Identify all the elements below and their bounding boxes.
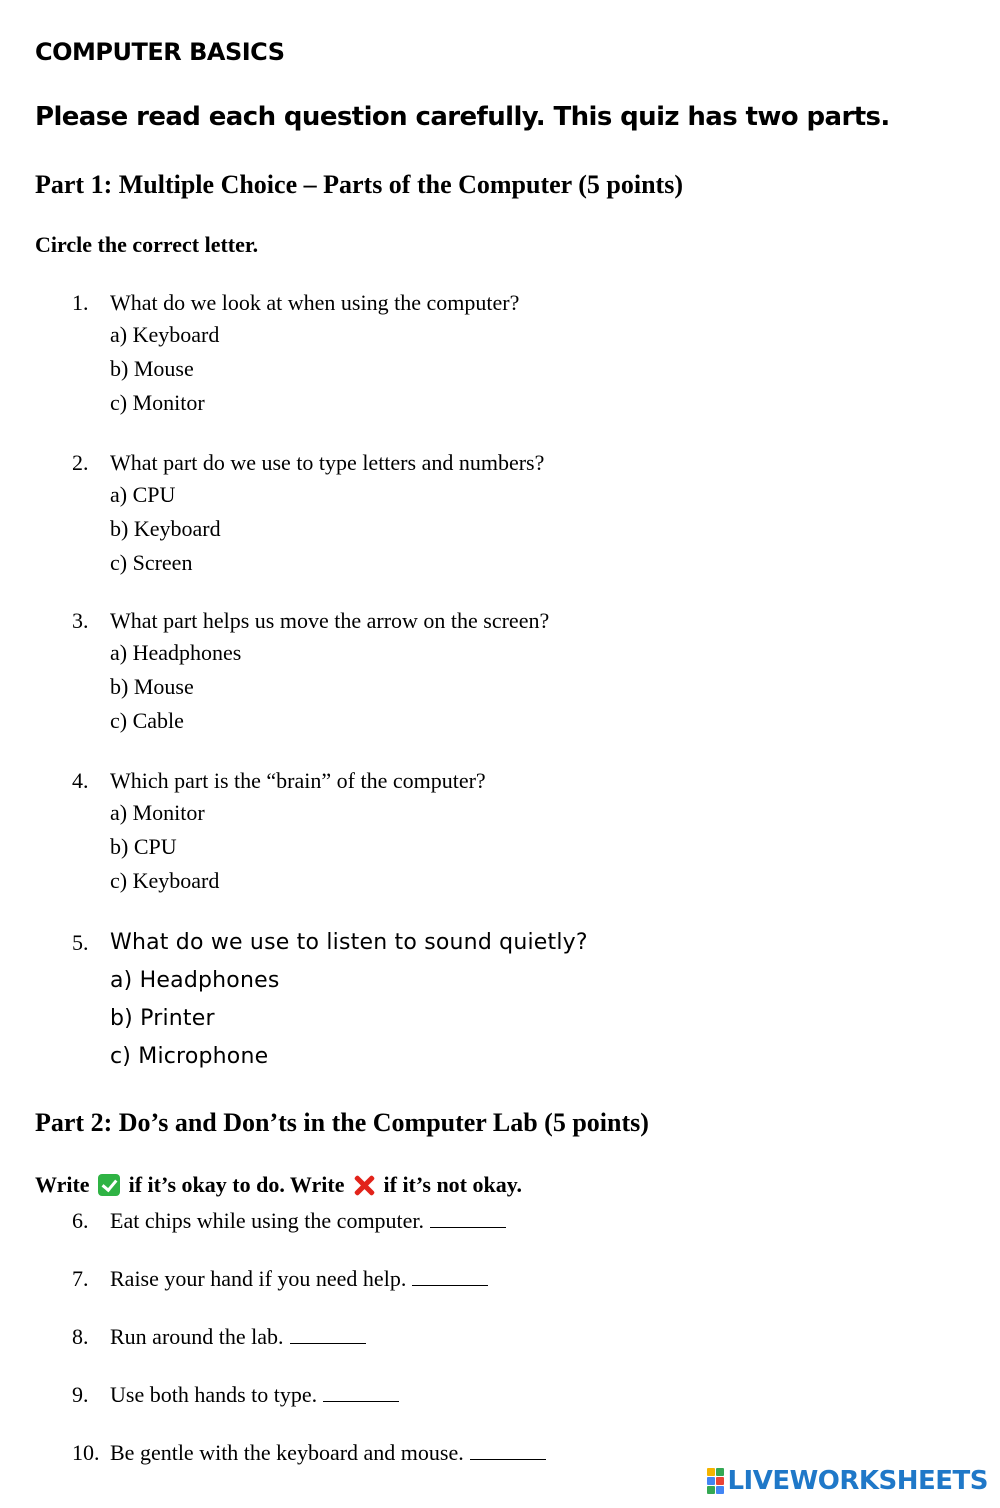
item-number: 7. bbox=[72, 1266, 89, 1291]
item-number: 9. bbox=[72, 1382, 89, 1407]
option-c[interactable]: c) Monitor bbox=[110, 390, 205, 415]
option-a[interactable]: a) Headphones bbox=[110, 640, 242, 665]
item-text-wrap bbox=[110, 1266, 488, 1292]
worksheet-title: COMPUTER BASICS bbox=[35, 38, 285, 66]
option-c[interactable]: c) Microphone bbox=[110, 1044, 269, 1069]
part1-heading: Part 1: Multiple Choice – Parts of the Computer (5 points) bbox=[35, 170, 683, 199]
option-b[interactable]: b) Printer bbox=[110, 1006, 215, 1031]
item-number: 6. bbox=[72, 1208, 89, 1233]
question-number: 4. bbox=[72, 768, 89, 793]
item-text: Run around the lab. bbox=[110, 1324, 284, 1349]
item-text-wrap bbox=[110, 1324, 366, 1350]
instruction-text: Write bbox=[35, 1172, 90, 1197]
question-text: What do we look at when using the computer? bbox=[110, 290, 520, 315]
item-text-wrap bbox=[110, 1208, 506, 1234]
option-c[interactable]: c) Screen bbox=[110, 550, 193, 575]
cross-mark-icon bbox=[353, 1174, 375, 1196]
option-a[interactable]: a) Keyboard bbox=[110, 322, 220, 347]
option-b[interactable]: b) Mouse bbox=[110, 356, 194, 381]
part2-heading: Part 2: Do’s and Don’ts in the Computer Lab (5 points) bbox=[35, 1108, 649, 1137]
option-b[interactable]: b) Mouse bbox=[110, 674, 194, 699]
question-text: Which part is the “brain” of the computer? bbox=[110, 768, 486, 793]
instruction-text: if it’s not okay. bbox=[383, 1172, 523, 1197]
question-number: 2. bbox=[72, 450, 89, 475]
option-a[interactable]: a) Monitor bbox=[110, 800, 205, 825]
option-b[interactable]: b) Keyboard bbox=[110, 516, 221, 541]
quiz-instruction: Please read each question carefully. This quiz has two parts. bbox=[35, 102, 890, 132]
item-text-wrap bbox=[110, 1440, 546, 1466]
item-number: 10. bbox=[72, 1440, 100, 1465]
question-number: 1. bbox=[72, 290, 89, 315]
logo-text: LIVEWORKSHEETS bbox=[727, 1466, 988, 1496]
item-text: Raise your hand if you need help. bbox=[110, 1266, 407, 1291]
part2-instruction bbox=[35, 1172, 522, 1198]
answer-blank[interactable] bbox=[290, 1325, 366, 1344]
instruction-text: if it’s okay to do. Write bbox=[128, 1172, 345, 1197]
item-text: Eat chips while using the computer. bbox=[110, 1208, 425, 1233]
item-number: 8. bbox=[72, 1324, 89, 1349]
answer-blank[interactable] bbox=[323, 1383, 399, 1402]
question-text: What part do we use to type letters and numbers? bbox=[110, 450, 545, 475]
item-text: Use both hands to type. bbox=[110, 1382, 318, 1407]
option-c[interactable]: c) Cable bbox=[110, 708, 184, 733]
answer-blank[interactable] bbox=[430, 1209, 506, 1228]
question-text: What do we use to listen to sound quietly? bbox=[110, 930, 588, 955]
answer-blank[interactable] bbox=[470, 1441, 546, 1460]
check-mark-icon bbox=[98, 1174, 120, 1196]
answer-blank[interactable] bbox=[412, 1267, 488, 1286]
item-text: Be gentle with the keyboard and mouse. bbox=[110, 1440, 464, 1465]
option-a[interactable]: a) CPU bbox=[110, 482, 176, 507]
question-number: 5. bbox=[72, 930, 89, 955]
liveworksheets-logo bbox=[707, 1466, 988, 1496]
option-c[interactable]: c) Keyboard bbox=[110, 868, 220, 893]
question-number: 3. bbox=[72, 608, 89, 633]
option-a[interactable]: a) Headphones bbox=[110, 968, 280, 993]
option-b[interactable]: b) CPU bbox=[110, 834, 177, 859]
part1-instruction: Circle the correct letter. bbox=[35, 232, 259, 257]
logo-grid-icon bbox=[707, 1468, 724, 1494]
question-text: What part helps us move the arrow on the screen? bbox=[110, 608, 550, 633]
item-text-wrap bbox=[110, 1382, 399, 1408]
